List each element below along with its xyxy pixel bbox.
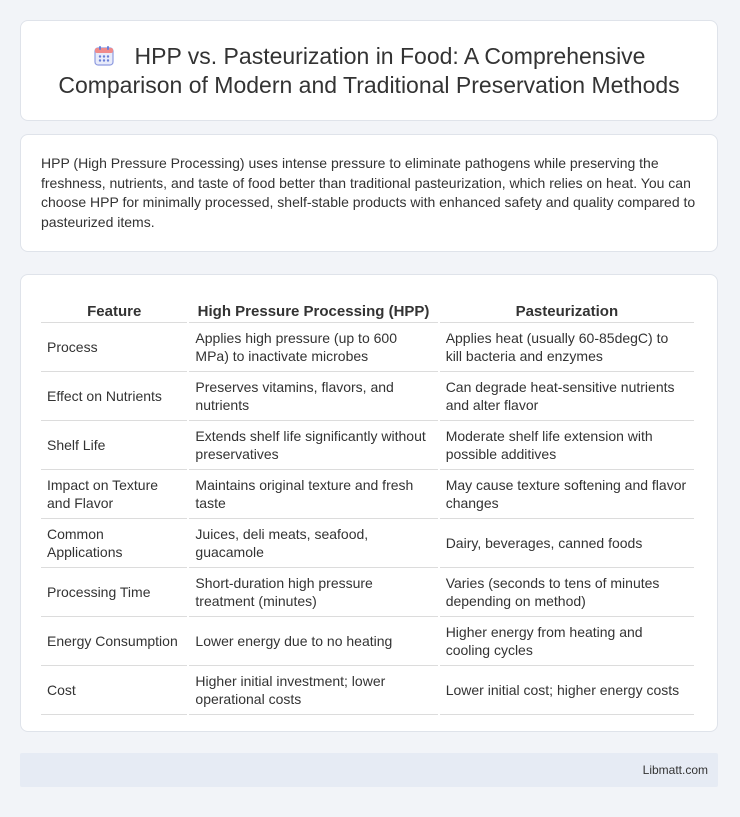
page-title — [21, 42, 717, 100]
pasteurization-cell: Varies (seconds to tens of minutes depending on method) — [440, 568, 694, 617]
hpp-cell: Extends shelf life significantly without preservatives — [189, 421, 437, 470]
footer-bar — [20, 753, 718, 787]
feature-cell: Energy Consumption — [41, 617, 187, 666]
header-pasteurization: Pasteurization — [440, 295, 694, 323]
table-row — [41, 568, 694, 617]
feature-cell: Effect on Nutrients — [41, 372, 187, 421]
pasteurization-cell: May cause texture softening and flavor changes — [440, 470, 694, 519]
feature-cell: Processing Time — [41, 568, 187, 617]
comparison-table — [39, 295, 696, 715]
hpp-cell: Short-duration high pressure treatment (minutes) — [189, 568, 437, 617]
table-row — [41, 666, 694, 715]
pasteurization-cell: Can degrade heat-sensitive nutrients and alter flavor — [440, 372, 694, 421]
header-feature: Feature — [41, 295, 187, 323]
hpp-cell: Lower energy due to no heating — [189, 617, 437, 666]
footer-site-link[interactable]: Libmatt.com — [642, 763, 708, 777]
hpp-cell: Juices, deli meats, seafood, guacamole — [189, 519, 437, 568]
page-title-text: HPP vs. Pasteurization in Food: A Comprehensive Comparison of Modern and Traditional Preservation Methods — [58, 42, 680, 98]
title-card — [20, 20, 718, 121]
table-header-row — [41, 295, 694, 323]
table-row — [41, 470, 694, 519]
table-row — [41, 519, 694, 568]
calendar-icon — [93, 45, 115, 67]
table-row — [41, 617, 694, 666]
feature-cell: Impact on Texture and Flavor — [41, 470, 187, 519]
table-row — [41, 323, 694, 372]
pasteurization-cell: Applies heat (usually 60-85degC) to kill bacteria and enzymes — [440, 323, 694, 372]
pasteurization-cell: Moderate shelf life extension with possible additives — [440, 421, 694, 470]
pasteurization-cell: Dairy, beverages, canned foods — [440, 519, 694, 568]
pasteurization-cell: Lower initial cost; higher energy costs — [440, 666, 694, 715]
header-hpp: High Pressure Processing (HPP) — [189, 295, 437, 323]
hpp-cell: Maintains original texture and fresh taste — [189, 470, 437, 519]
hpp-cell: Preserves vitamins, flavors, and nutrients — [189, 372, 437, 421]
hpp-cell: Higher initial investment; lower operational costs — [189, 666, 437, 715]
table-row — [41, 372, 694, 421]
feature-cell: Shelf Life — [41, 421, 187, 470]
intro-card — [20, 134, 718, 252]
table-row — [41, 421, 694, 470]
feature-cell: Cost — [41, 666, 187, 715]
hpp-cell: Applies high pressure (up to 600 MPa) to inactivate microbes — [189, 323, 437, 372]
intro-text: HPP (High Pressure Processing) uses intense pressure to eliminate pathogens while preserving the freshness, nutrients, and taste of food better than traditional pasteurization, which relies on heat. You can choose HPP for minimally processed, shelf-stable products with enhanced safety and quality compared to pasteurized items. — [41, 155, 696, 230]
comparison-table-card — [20, 274, 718, 732]
pasteurization-cell: Higher energy from heating and cooling cycles — [440, 617, 694, 666]
feature-cell: Process — [41, 323, 187, 372]
feature-cell: Common Applications — [41, 519, 187, 568]
